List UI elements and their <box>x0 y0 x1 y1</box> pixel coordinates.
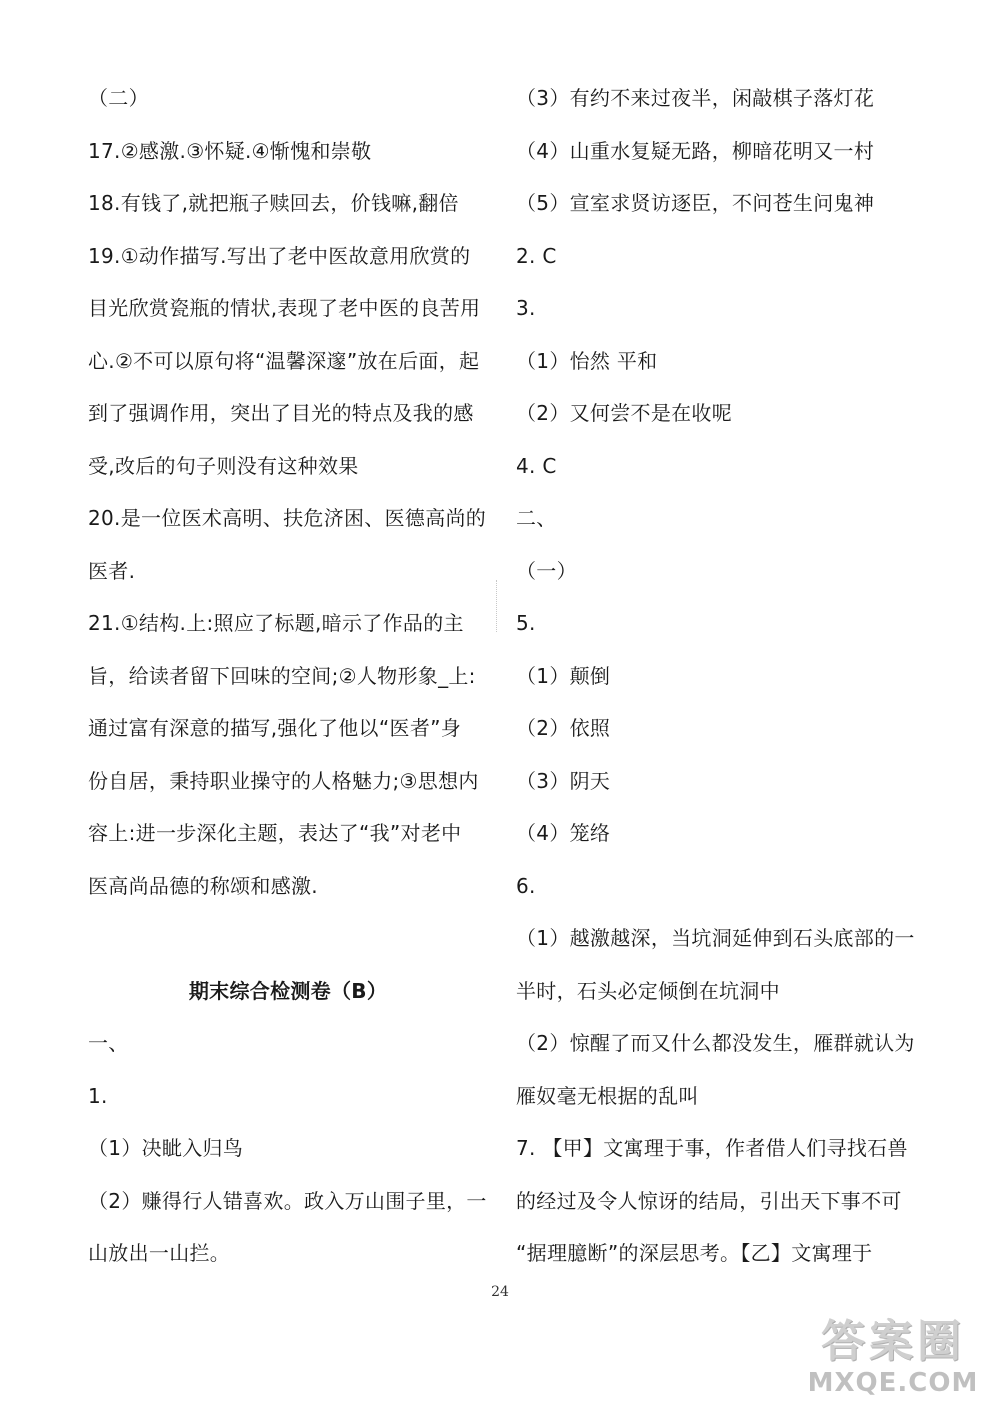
answer-line: （二） <box>88 86 149 110</box>
answer-line: 1. <box>88 1083 108 1108</box>
answer-line: （2）又何尝不是在收呢 <box>516 401 733 425</box>
answer-line: 4. C <box>516 453 557 478</box>
answer-line: （2）赚得行人错喜欢。政入万山围子里，一 <box>88 1188 487 1213</box>
answer-line: （3）有约不来过夜半，闲敲棋子落灯花 <box>516 86 875 110</box>
right-column <box>516 72 916 1280</box>
page-number: 24 <box>491 1284 509 1300</box>
answer-line: 3. <box>516 296 536 320</box>
answer-line: 雁奴毫无根据的乱叫 <box>516 1083 699 1108</box>
answer-line: 2. C <box>516 243 557 268</box>
section-title: 期末综合检测卷（B） <box>188 978 388 1003</box>
answer-line: （4）山重水复疑无路，柳暗花明又一村 <box>516 138 875 163</box>
answer-line: 旨，给读者留下回味的空间;②人物形象_上: <box>88 663 476 688</box>
answer-line: 半时，石头必定倾倒在坑洞中 <box>516 978 780 1003</box>
answer-line: （一） <box>516 558 577 583</box>
answer-line: 17.②感激.③怀疑.④惭愧和崇敬 <box>88 138 372 163</box>
answer-line: “据理臆断”的深层思考。【乙】文寓理于 <box>516 1241 873 1265</box>
answer-line: （5）宣室求贤访逐臣，不问苍生问鬼神 <box>516 191 875 215</box>
answer-line: 通过富有深意的描写,强化了他以“医者”身 <box>88 716 462 740</box>
answer-line: （4）笼络 <box>516 821 611 845</box>
answer-line: （1）颠倒 <box>516 663 611 688</box>
answer-line: 医高尚品德的称颂和感激. <box>88 873 318 898</box>
watermark-title: 答案圈 <box>821 1316 965 1367</box>
answer-line: （1）决眦入归鸟 <box>88 1136 244 1160</box>
answer-line: 5. <box>516 611 536 635</box>
answer-line: 的经过及令人惊讶的结局，引出天下事不可 <box>516 1188 902 1213</box>
answer-line: 山放出一山拦。 <box>88 1241 231 1265</box>
answer-line: 容上:进一步深化主题，表达了“我”对老中 <box>88 821 462 845</box>
answer-line: 18.有钱了,就把瓶子赎回去，价钱嘛,翻倍 <box>88 191 459 215</box>
answer-line: 份自居，秉持职业操守的人格魅力;③思想内 <box>88 768 479 793</box>
answer-line: 7. 【甲】文寓理于事，作者借人们寻找石兽 <box>516 1136 908 1160</box>
spacer <box>88 912 488 965</box>
left-column <box>88 72 488 1280</box>
answer-line: 一、 <box>88 1031 129 1055</box>
answer-line: 目光欣赏瓷瓶的情状,表现了老中医的良苦用 <box>88 296 481 320</box>
answer-line: 到了强调作用，突出了目光的特点及我的感 <box>88 401 474 425</box>
answer-line: （1）越激越深，当坑洞延伸到石头底部的一 <box>516 926 915 950</box>
answer-line: 6. <box>516 873 536 898</box>
answer-line: （3）阴天 <box>516 768 611 793</box>
watermark-url: MXQE.COM <box>807 1368 979 1398</box>
column-divider <box>496 580 497 632</box>
watermark-logo <box>798 1317 988 1405</box>
answer-line: （2）惊醒了而又什么都没发生，雁群就认为 <box>516 1031 915 1055</box>
answer-line: 心.②不可以原句将“温馨深邃”放在后面，起 <box>88 348 480 373</box>
answer-line: 医者. <box>88 558 136 583</box>
answer-line: 二、 <box>516 506 557 530</box>
answer-line: （1）怡然 平和 <box>516 348 658 373</box>
answer-line: 21.①结构.上:照应了标题,暗示了作品的主 <box>88 611 464 635</box>
answer-line: 19.①动作描写.写出了老中医故意用欣赏的 <box>88 243 471 268</box>
answer-line: 20.是一位医术高明、扶危济困、医德高尚的 <box>88 506 487 530</box>
answer-line: 受,改后的句子则没有这种效果 <box>88 453 359 478</box>
answer-line: （2）依照 <box>516 716 611 740</box>
